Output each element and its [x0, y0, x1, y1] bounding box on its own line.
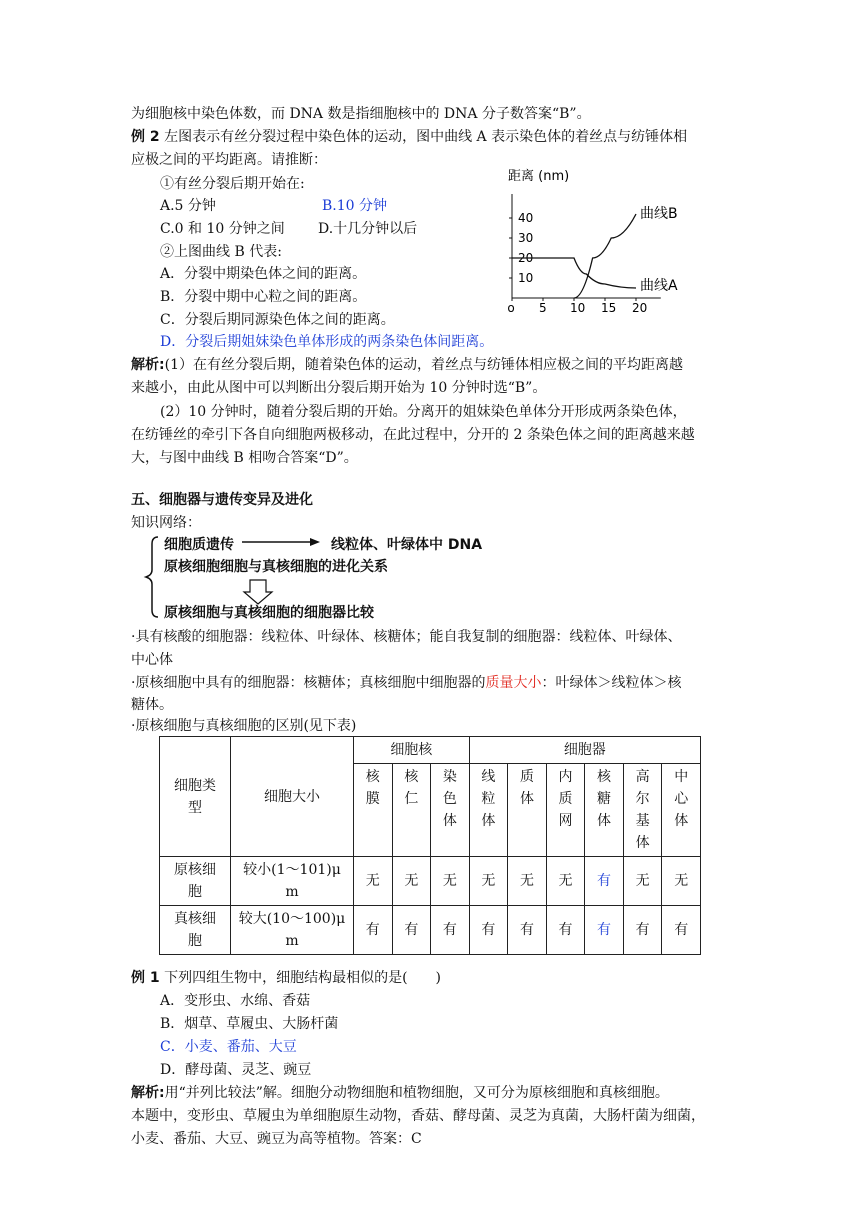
subheader: [508, 764, 547, 857]
example-label: 例 1: [131, 970, 160, 986]
option-b: B．烟草、草履虫、大肠杆菌: [160, 1016, 339, 1032]
option-a: A．分裂中期染色体之间的距离。: [160, 266, 367, 282]
table-cell: 有: [508, 906, 547, 955]
series-label: 曲线B: [640, 206, 678, 222]
header-nucleus: 细胞核: [354, 737, 470, 764]
table-cell: 无: [546, 857, 585, 906]
series-line-b: [574, 214, 636, 298]
section-title: 五、细胞器与遗传变异及进化: [131, 492, 313, 508]
option-b: B．分裂中期中心粒之间的距离。: [160, 289, 367, 305]
highlight-text: 质量大小: [485, 675, 542, 691]
series-label: 曲线A: [640, 278, 678, 294]
row-size: [231, 906, 354, 955]
subheader: [623, 764, 662, 857]
table-cell: 有: [546, 906, 585, 955]
text-line: 在纺锤丝的牵引下各自向细胞两极移动，在此过程中，分开的 2 条染色体之间的距离越来越: [131, 427, 695, 443]
row-type: [160, 906, 231, 955]
text-line: 来越小，由此从图中可以判断出分裂后期开始为 10 分钟时选“B”。: [131, 380, 547, 396]
x-tick-label: 10: [570, 301, 586, 314]
subheader: [469, 764, 508, 857]
table-cell: 有: [469, 906, 508, 955]
example-text: 左图表示有丝分裂过程中染色体的运动，图中曲线 A 表示染色体的着丝点与纺锤体相: [159, 129, 688, 145]
table-row: [160, 857, 701, 906]
subheader: [662, 764, 701, 857]
option-b: B.10 分钟: [322, 198, 388, 214]
table-cell: 有: [585, 857, 624, 906]
text-span: ·原核细胞中具有的细胞器：核糖体；真核细胞中细胞器的: [131, 675, 486, 691]
subheader-text: 染色体: [442, 769, 457, 829]
bullet-line: ·原核细胞与真核细胞的区别(见下表): [131, 718, 357, 734]
option-a: A.5 分钟: [160, 198, 216, 214]
y-tick-label: 10: [518, 271, 534, 285]
distance-chart: [500, 164, 720, 314]
x-tick-label: o: [507, 301, 515, 314]
text-line: 中心体: [131, 652, 173, 668]
subheader: [585, 764, 624, 857]
example-label: 例 2: [131, 129, 160, 145]
network-node: 细胞质遗传: [164, 537, 234, 553]
table-cell: 有: [662, 906, 701, 955]
table-cell: 无: [662, 857, 701, 906]
analysis-line: [131, 355, 683, 375]
row-size-text: 较大(10～100)μm: [238, 911, 346, 949]
option-d: D．酵母菌、灵芝、豌豆: [160, 1062, 312, 1078]
example-text: 下列四组生物中，细胞结构最相似的是( ): [159, 970, 441, 986]
text-span: ：叶绿体＞线粒体＞核: [541, 675, 682, 691]
x-tick-label: 20: [632, 301, 648, 314]
network-node: 线粒体、叶绿体中 DNA: [331, 537, 483, 553]
analysis-label: 解析:: [131, 1085, 165, 1101]
row-type: [160, 857, 231, 906]
subheader-text: 质体: [519, 769, 534, 807]
subheader-text: 核仁: [404, 769, 419, 807]
example-1-line: [131, 968, 441, 988]
header-text: 细胞类型: [174, 777, 216, 816]
table-cell: 无: [392, 857, 431, 906]
analysis-label: 解析:: [131, 357, 165, 373]
table-cell: 有: [354, 906, 393, 955]
row-type-text: 原核细胞: [174, 862, 216, 900]
analysis-line: [131, 1083, 669, 1103]
network-node: 原核细胞与真核细胞的细胞器比较: [164, 605, 374, 621]
table-cell: 无: [431, 857, 470, 906]
cell-comparison-table: [159, 736, 701, 955]
analysis-text: 用“并列比较法”解。细胞分动物细胞和植物细胞，又可分为原核细胞和真核细胞。: [164, 1085, 669, 1101]
bullet-line: ·具有核酸的细胞器：线粒体、叶绿体、核糖体；能自我复制的细胞器：线粒体、叶绿体、: [131, 629, 682, 645]
example-2-line: [131, 127, 687, 147]
table-row: [160, 906, 701, 955]
arrow-head: [310, 538, 320, 546]
question-2: ②上图曲线 B 代表:: [160, 244, 282, 260]
x-tick-label: 5: [539, 301, 547, 314]
y-tick-label: 30: [518, 231, 534, 245]
text-line: 糖体。: [131, 697, 173, 713]
analysis-text: (1）在有丝分裂后期，随着染色体的运动，着丝点与纺锤体相应极之间的平均距离越: [164, 357, 683, 373]
subheader-text: 线粒体: [481, 769, 496, 829]
subheader-text: 内质网: [558, 769, 573, 829]
y-axis-label: 距离 (nm): [508, 169, 570, 184]
option-c: C．小麦、番茄、大豆: [160, 1039, 297, 1055]
table-cell: 无: [354, 857, 393, 906]
bullet-line: [131, 673, 681, 693]
subheader: [354, 764, 393, 857]
text-line: 本题中，变形虫、草履虫为单细胞原生动物，香菇、酵母菌、灵芝为真菌，大肠杆菌为细菌，: [131, 1108, 705, 1124]
network-label: 知识网络：: [131, 515, 201, 531]
table-cell: 有: [623, 906, 662, 955]
row-size: [231, 857, 354, 906]
subheader-text: 中心体: [674, 769, 689, 829]
option-c: C．分裂后期同源染色体之间的距离。: [160, 312, 395, 328]
text-line: 小麦、番茄、大豆、豌豆为高等植物。答案：C: [131, 1131, 422, 1147]
down-arrow: [244, 580, 272, 604]
option-d: D.十几分钟以后: [318, 221, 418, 237]
table-cell: 有: [585, 906, 624, 955]
subheader: [431, 764, 470, 857]
question-1: ①有丝分裂后期开始在:: [160, 176, 305, 192]
text-line: 应极之间的平均距离。请推断：: [131, 152, 327, 168]
table-cell: 有: [392, 906, 431, 955]
text-line: 大，与图中曲线 B 相吻合答案“D”。: [131, 450, 358, 466]
table-cell: 无: [508, 857, 547, 906]
y-tick-label: 40: [518, 211, 534, 225]
option-a: A．变形虫、水绵、香菇: [160, 993, 311, 1009]
brace: [146, 537, 158, 617]
header-organelle: 细胞器: [469, 737, 700, 764]
text-line: 为细胞核中染色体数，而 DNA 数是指细胞核中的 DNA 分子数答案“B”。: [131, 106, 591, 122]
header-cell-type: [160, 737, 231, 857]
y-tick-label: 20: [518, 251, 534, 265]
subheader: [546, 764, 585, 857]
subheader: [392, 764, 431, 857]
table-cell: 有: [431, 906, 470, 955]
subheader-text: 高尔基体: [635, 769, 650, 851]
row-size-text: 较小(1～101)μm: [243, 862, 341, 900]
header-cell-size: 细胞大小: [231, 737, 354, 857]
x-tick-label: 15: [601, 301, 617, 314]
network-node: 原核细胞细胞与真核细胞的进化关系: [164, 559, 388, 575]
subheader-text: 核膜: [365, 769, 380, 807]
subheader-text: 核糖体: [597, 769, 612, 829]
row-type-text: 真核细胞: [174, 911, 216, 949]
table-cell: 无: [469, 857, 508, 906]
table-cell: 无: [623, 857, 662, 906]
option-c: C.0 和 10 分钟之间: [160, 221, 285, 237]
option-d: D．分裂后期姐妹染色单体形成的两条染色体间距离。: [160, 334, 494, 350]
text-line: (2）10 分钟时，随着分裂后期的开始。分离开的姐妹染色单体分开形成两条染色体，: [160, 404, 687, 420]
